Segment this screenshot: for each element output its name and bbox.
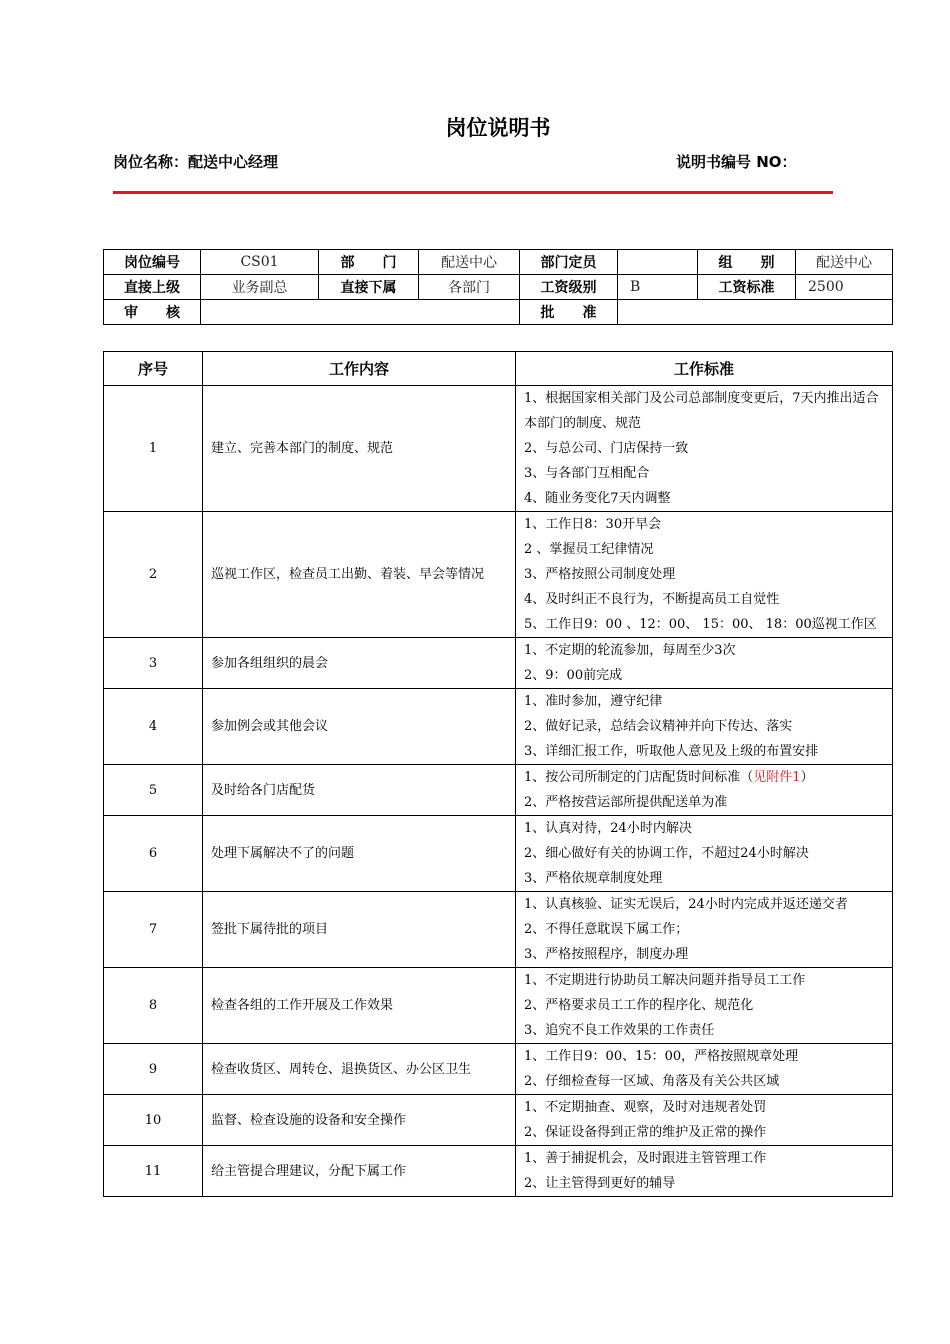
standard-line: 4、及时纠正不良行为，不断提高员工自觉性 — [524, 592, 780, 607]
info-row-3 — [104, 300, 893, 325]
duty-row — [104, 512, 893, 638]
group-value: 配送中心 — [796, 250, 893, 275]
duty-content: 巡视工作区，检查员工出勤、着装、早会等情况 — [203, 512, 516, 638]
info-row-2 — [104, 275, 893, 300]
duty-standard — [516, 1146, 893, 1197]
standard-line: 3、与各部门互相配合 — [524, 466, 650, 481]
standard-line: 1、按公司所制定的门店配货时间标准（见附件1） — [524, 770, 814, 785]
position-name: 岗位名称：配送中心经理 — [113, 153, 279, 171]
subordinate-label: 直接下属 — [319, 275, 419, 300]
standard-line: 3、追究不良工作效果的工作责任 — [524, 1023, 715, 1038]
duty-standard — [516, 765, 893, 816]
info-table — [103, 249, 893, 325]
approve-label: 批 准 — [520, 300, 618, 325]
headcount-value — [618, 250, 698, 275]
standard-line: 1、准时参加，遵守纪律 — [524, 694, 663, 709]
duty-number: 1 — [104, 386, 203, 512]
duty-content: 检查各组的工作开展及工作效果 — [203, 968, 516, 1044]
duty-row — [104, 1044, 893, 1095]
duty-standard — [516, 638, 893, 689]
salary-grade-value: B — [618, 275, 698, 300]
salary-grade-label: 工资级别 — [520, 275, 618, 300]
duty-content: 检查收货区、周转仓、退换货区、办公区卫生 — [203, 1044, 516, 1095]
duty-row — [104, 968, 893, 1044]
duty-number: 5 — [104, 765, 203, 816]
standard-line: 4、随业务变化7天内调整 — [524, 491, 671, 506]
standard-line: 2、细心做好有关的协调工作，不超过24小时解决 — [524, 846, 809, 861]
duty-standard — [516, 968, 893, 1044]
duty-number: 9 — [104, 1044, 203, 1095]
standard-line: 2、严格按营运部所提供配送单为准 — [524, 795, 728, 810]
duty-row — [104, 386, 893, 512]
duty-standard — [516, 689, 893, 765]
standard-line: 1、不定期进行协助员工解决问题并指导员工工作 — [524, 973, 806, 988]
standard-line: 3、严格按照公司制度处理 — [524, 567, 676, 582]
duty-content: 签批下属待批的项目 — [203, 892, 516, 968]
duty-number: 3 — [104, 638, 203, 689]
header-no: 序号 — [104, 352, 203, 386]
duty-number: 11 — [104, 1146, 203, 1197]
duty-number: 2 — [104, 512, 203, 638]
duty-content: 参加各组组织的晨会 — [203, 638, 516, 689]
group-label: 组 别 — [698, 250, 796, 275]
duty-content: 及时给各门店配货 — [203, 765, 516, 816]
duty-row — [104, 765, 893, 816]
superior-label: 直接上级 — [104, 275, 201, 300]
subordinate-value: 各部门 — [419, 275, 520, 300]
duty-number: 10 — [104, 1095, 203, 1146]
standard-line: 2、做好记录，总结会议精神并向下传达、落实 — [524, 719, 793, 734]
standard-line: 1、根据国家相关部门及公司总部制度变更后，7天内推出适合本部门的制度、规范 — [524, 391, 879, 431]
duties-table — [103, 351, 893, 1197]
review-value — [201, 300, 520, 325]
standard-line: 1、善于捕捉机会，及时跟进主管管理工作 — [524, 1151, 767, 1166]
duty-content: 参加例会或其他会议 — [203, 689, 516, 765]
salary-standard-label: 工资标准 — [698, 275, 796, 300]
red-divider — [113, 191, 833, 194]
superior-value: 业务副总 — [201, 275, 319, 300]
duty-content: 建立、完善本部门的制度、规范 — [203, 386, 516, 512]
duty-standard — [516, 892, 893, 968]
position-code-label: 岗位编号 — [104, 250, 201, 275]
duty-number: 6 — [104, 816, 203, 892]
standard-line: 2、不得任意耽误下属工作； — [524, 922, 689, 937]
duty-content: 监督、检查设施的设备和安全操作 — [203, 1095, 516, 1146]
standard-line: 2、9：00前完成 — [524, 668, 623, 683]
standard-line: 1、不定期抽查、观察，及时对违规者处罚 — [524, 1100, 767, 1115]
document-number: 说明书编号 NO： — [676, 153, 797, 171]
duty-row — [104, 816, 893, 892]
duties-header-row — [104, 352, 893, 386]
duty-content: 给主管提合理建议，分配下属工作 — [203, 1146, 516, 1197]
standard-line: 2、保证设备得到正常的维护及正常的操作 — [524, 1125, 767, 1140]
duty-number: 4 — [104, 689, 203, 765]
duty-number: 7 — [104, 892, 203, 968]
duty-row — [104, 1095, 893, 1146]
duty-row — [104, 1146, 893, 1197]
duty-standard — [516, 386, 893, 512]
standard-line: 1、认真核验、证实无误后，24小时内完成并返还递交者 — [524, 897, 848, 912]
duty-row — [104, 892, 893, 968]
duty-content: 处理下属解决不了的问题 — [203, 816, 516, 892]
position-code-value: CS01 — [201, 250, 319, 275]
standard-line: 2、与总公司、门店保持一致 — [524, 441, 689, 456]
approve-value — [618, 300, 893, 325]
info-row-1 — [104, 250, 893, 275]
duty-row — [104, 689, 893, 765]
header-content: 工作内容 — [203, 352, 516, 386]
headcount-label: 部门定员 — [520, 250, 618, 275]
standard-line: 1、工作日9：00、15：00，严格按照规章处理 — [524, 1049, 799, 1064]
duty-standard — [516, 816, 893, 892]
standard-line: 3、严格按照程序，制度办理 — [524, 947, 689, 962]
review-label: 审 核 — [104, 300, 201, 325]
standard-line: 3、详细汇报工作，听取他人意见及上级的布置安排 — [524, 744, 819, 759]
standard-line: 3、严格依规章制度处理 — [524, 871, 663, 886]
page-title: 岗位说明书 — [445, 116, 551, 140]
header-standard: 工作标准 — [516, 352, 893, 386]
standard-line: 1、不定期的轮流参加，每周至少3次 — [524, 643, 736, 658]
standard-line: 2 、掌握员工纪律情况 — [524, 542, 654, 557]
attachment-reference: 见附件1 — [753, 770, 801, 785]
standard-line: 2、让主管得到更好的辅导 — [524, 1176, 676, 1191]
duty-standard — [516, 1044, 893, 1095]
standard-line: 5、工作日9：00 、12：00、 15：00、 18：00巡视工作区 — [524, 617, 877, 632]
department-label: 部 门 — [319, 250, 419, 275]
standard-line: 2、仔细检查每一区域、角落及有关公共区域 — [524, 1074, 780, 1089]
duty-standard — [516, 1095, 893, 1146]
duty-standard — [516, 512, 893, 638]
standard-line: 2、严格要求员工工作的程序化、规范化 — [524, 998, 754, 1013]
standard-line: 1、认真对待，24小时内解决 — [524, 821, 692, 836]
salary-standard-value: 2500 — [796, 275, 893, 300]
duty-number: 8 — [104, 968, 203, 1044]
department-value: 配送中心 — [419, 250, 520, 275]
duty-row — [104, 638, 893, 689]
standard-line: 1、工作日8：30开早会 — [524, 517, 662, 532]
